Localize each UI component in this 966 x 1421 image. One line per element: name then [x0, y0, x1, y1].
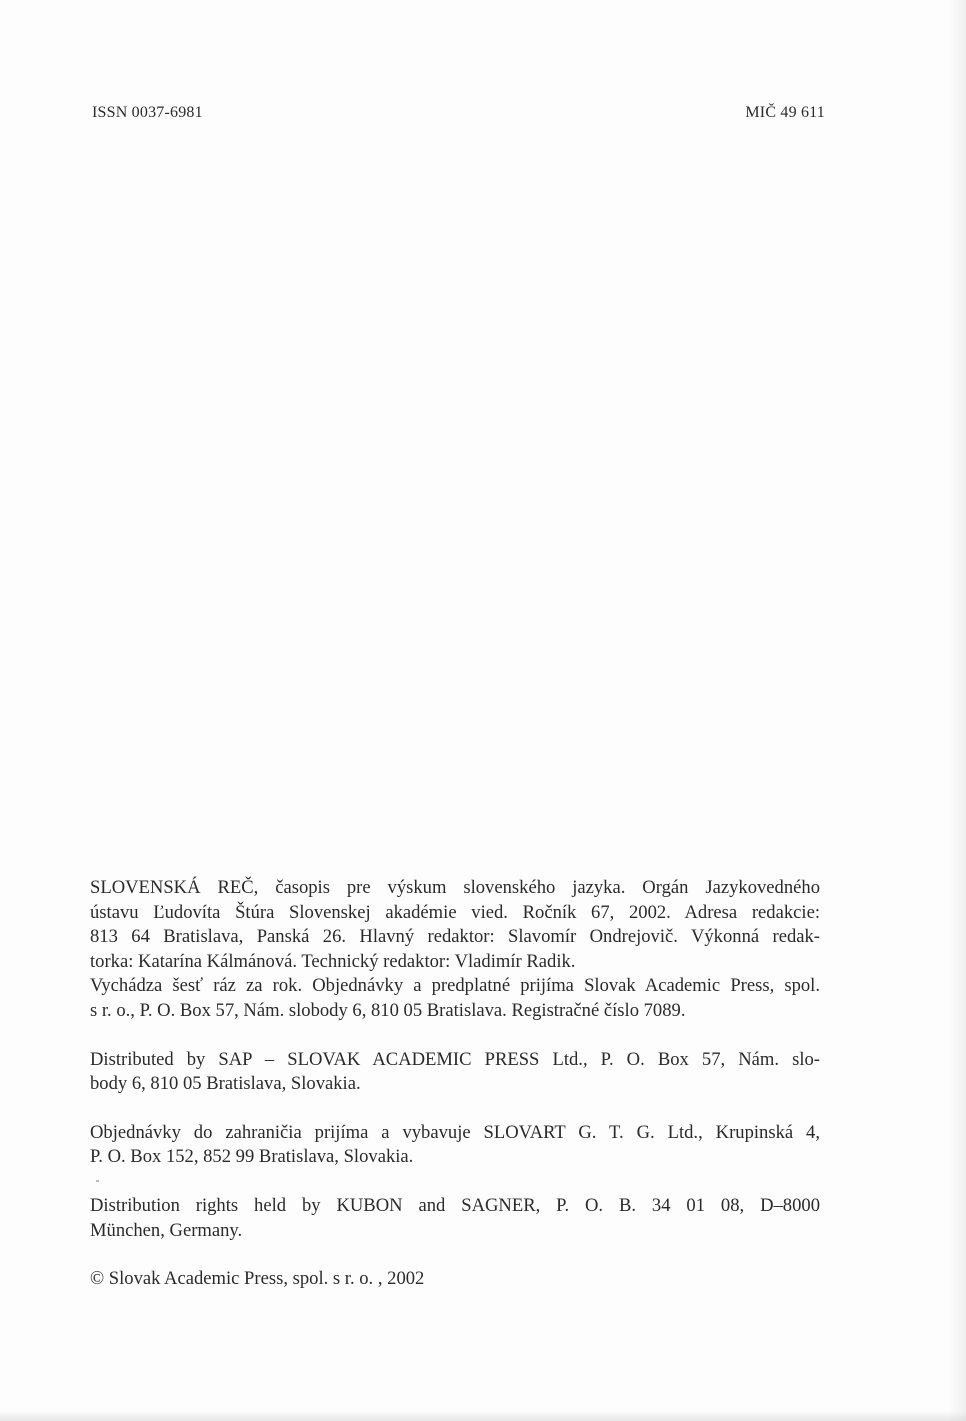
issn-number: ISSN 0037-6981 [92, 104, 203, 121]
scan-mark [96, 1180, 99, 1182]
journal-info-line: ústavu Ľudovíta Štúra Slovenskej akadémie vied. Ročník 67, 2002. Adresa redakcie: [90, 901, 820, 923]
distribution-rights-line: München, Germany. [90, 1219, 243, 1241]
imprint-block-journal-info [90, 876, 820, 974]
imprint-section [90, 876, 820, 1292]
foreign-orders-line: Objednávky do zahraničia prijíma a vybavuje SLOVART G. T. G. Ltd., Krupinská 4, [90, 1121, 820, 1143]
journal-info-line: torka: Katarína Kálmánová. Technický redaktor: Vladimír Radik. [90, 950, 576, 972]
mic-number: MIČ 49 611 [745, 104, 825, 121]
publication-line: s r. o., P. O. Box 57, Nám. slobody 6, 810 05 Bratislava. Registračné číslo 7089. [90, 999, 686, 1021]
distribution-line: body 6, 810 05 Bratislava, Slovakia. [90, 1073, 361, 1095]
publication-line: Vychádza šesť ráz za rok. Objednávky a predplatné prijíma Slovak Academic Press, spol. [90, 975, 820, 997]
imprint-block-distribution-rights [90, 1194, 820, 1243]
page-bottom-shadow [0, 1411, 966, 1421]
copyright-notice: © Slovak Academic Press, spol. s r. o. , 2002 [90, 1268, 425, 1290]
distribution-rights-line: Distribution rights held by KUBON and SAGNER, P. O. B. 34 01 08, D–8000 [90, 1194, 820, 1216]
imprint-block-distribution [90, 1048, 820, 1097]
journal-info-line: 813 64 Bratislava, Panská 26. Hlavný redaktor: Slavomír Ondrejovič. Výkonná redak- [90, 926, 820, 948]
imprint-block-publication [90, 974, 820, 1023]
imprint-block-foreign-orders [90, 1121, 820, 1170]
page-edge-shadow [948, 0, 966, 1421]
foreign-orders-line: P. O. Box 152, 852 99 Bratislava, Slovakia. [90, 1146, 414, 1168]
journal-info-line: SLOVENSKÁ REČ, časopis pre výskum slovenského jazyka. Orgán Jazykovedného [90, 877, 820, 898]
distribution-line: Distributed by SAP – SLOVAK ACADEMIC PRESS Ltd., P. O. Box 57, Nám. slo- [90, 1048, 820, 1070]
